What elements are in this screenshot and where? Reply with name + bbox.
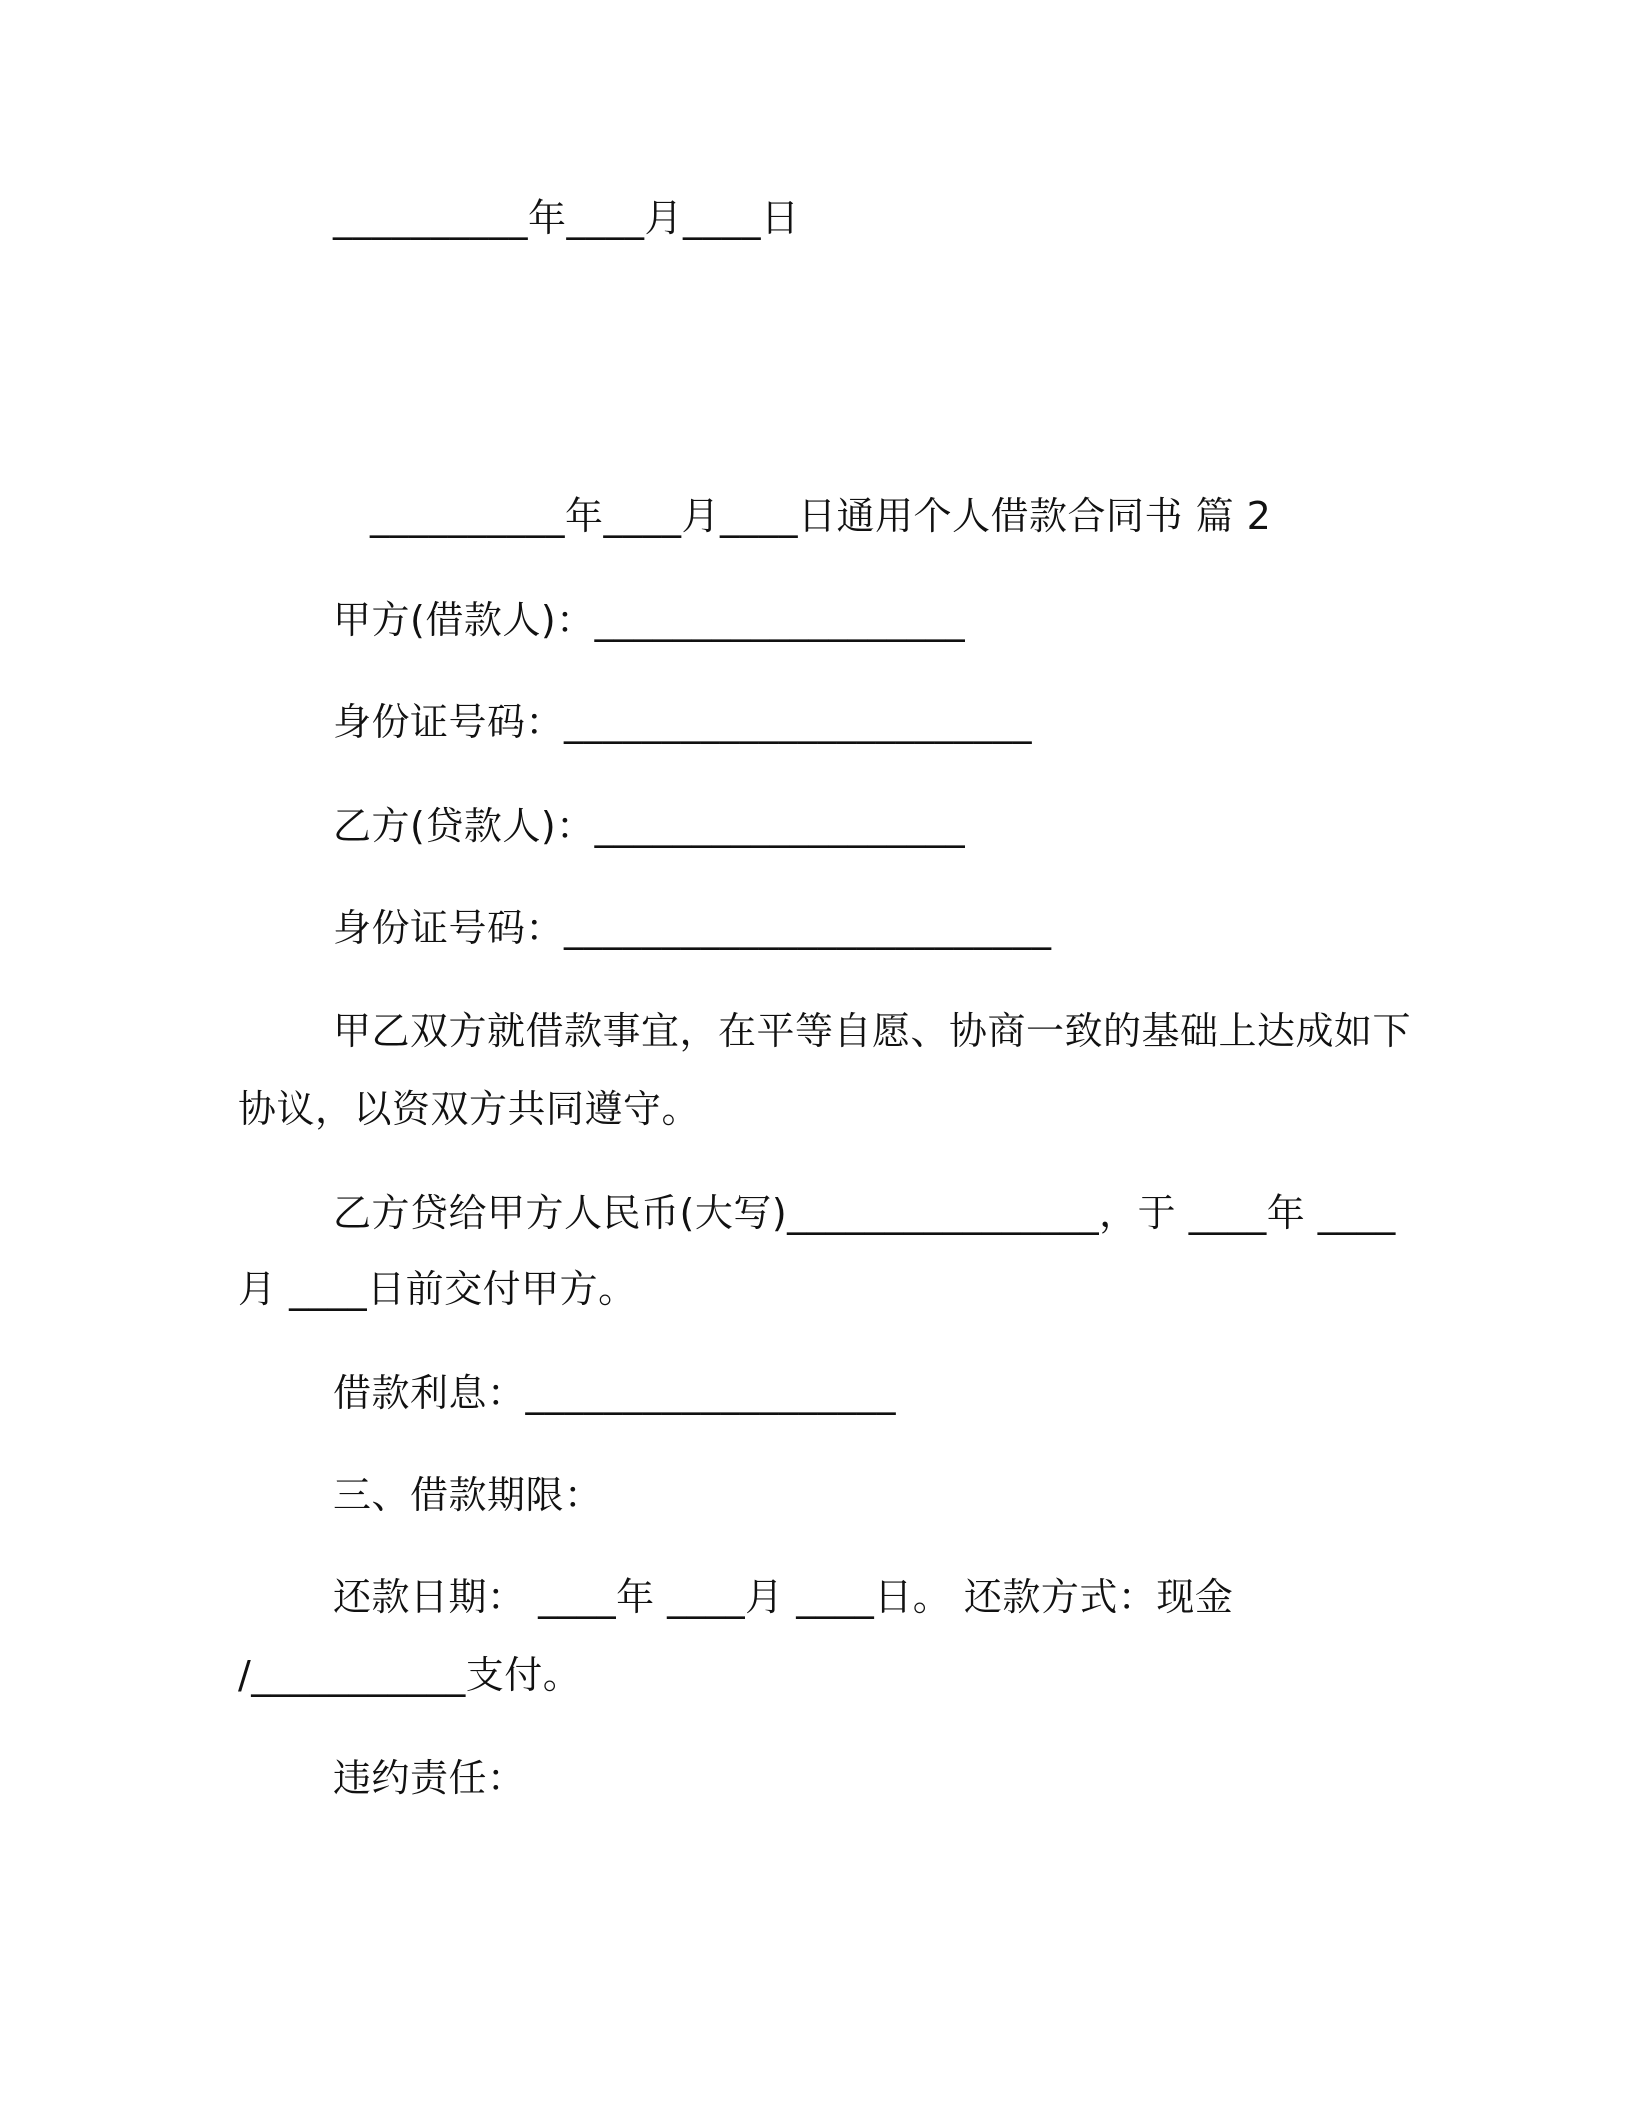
- party-a-id-field: 身份证号码：________________________: [333, 700, 1033, 744]
- term-heading: 三、借款期限：: [333, 1473, 603, 1517]
- document-title: __________年____月____日通用个人借款合同书 篇 2: [370, 494, 1272, 538]
- agreement-paragraph-line-2: 协议，以资双方共同遵守。: [238, 1087, 701, 1131]
- loan-paragraph-line-1: 乙方贷给甲方人民币(大写)________________，于 ____年 ____: [333, 1191, 1396, 1235]
- date-line-top: __________年____月____日: [333, 196, 800, 240]
- breach-heading: 违约责任：: [333, 1756, 526, 1800]
- loan-paragraph-line-2: 月 ____日前交付甲方。: [238, 1267, 637, 1311]
- party-b-field: 乙方(贷款人)：___________________: [333, 804, 966, 848]
- party-a-field: 甲方(借款人)：___________________: [333, 598, 966, 642]
- party-b-id-field: 身份证号码：_________________________: [333, 906, 1052, 950]
- interest-field: 借款利息：___________________: [333, 1371, 897, 1415]
- repayment-line-1: 还款日期： ____年 ____月 ____日。 还款方式：现金: [333, 1575, 1234, 1619]
- agreement-paragraph-line-1: 甲乙双方就借款事宜，在平等自愿、协商一致的基础上达成如下: [333, 1009, 1412, 1053]
- repayment-line-2: /___________支付。: [238, 1653, 582, 1697]
